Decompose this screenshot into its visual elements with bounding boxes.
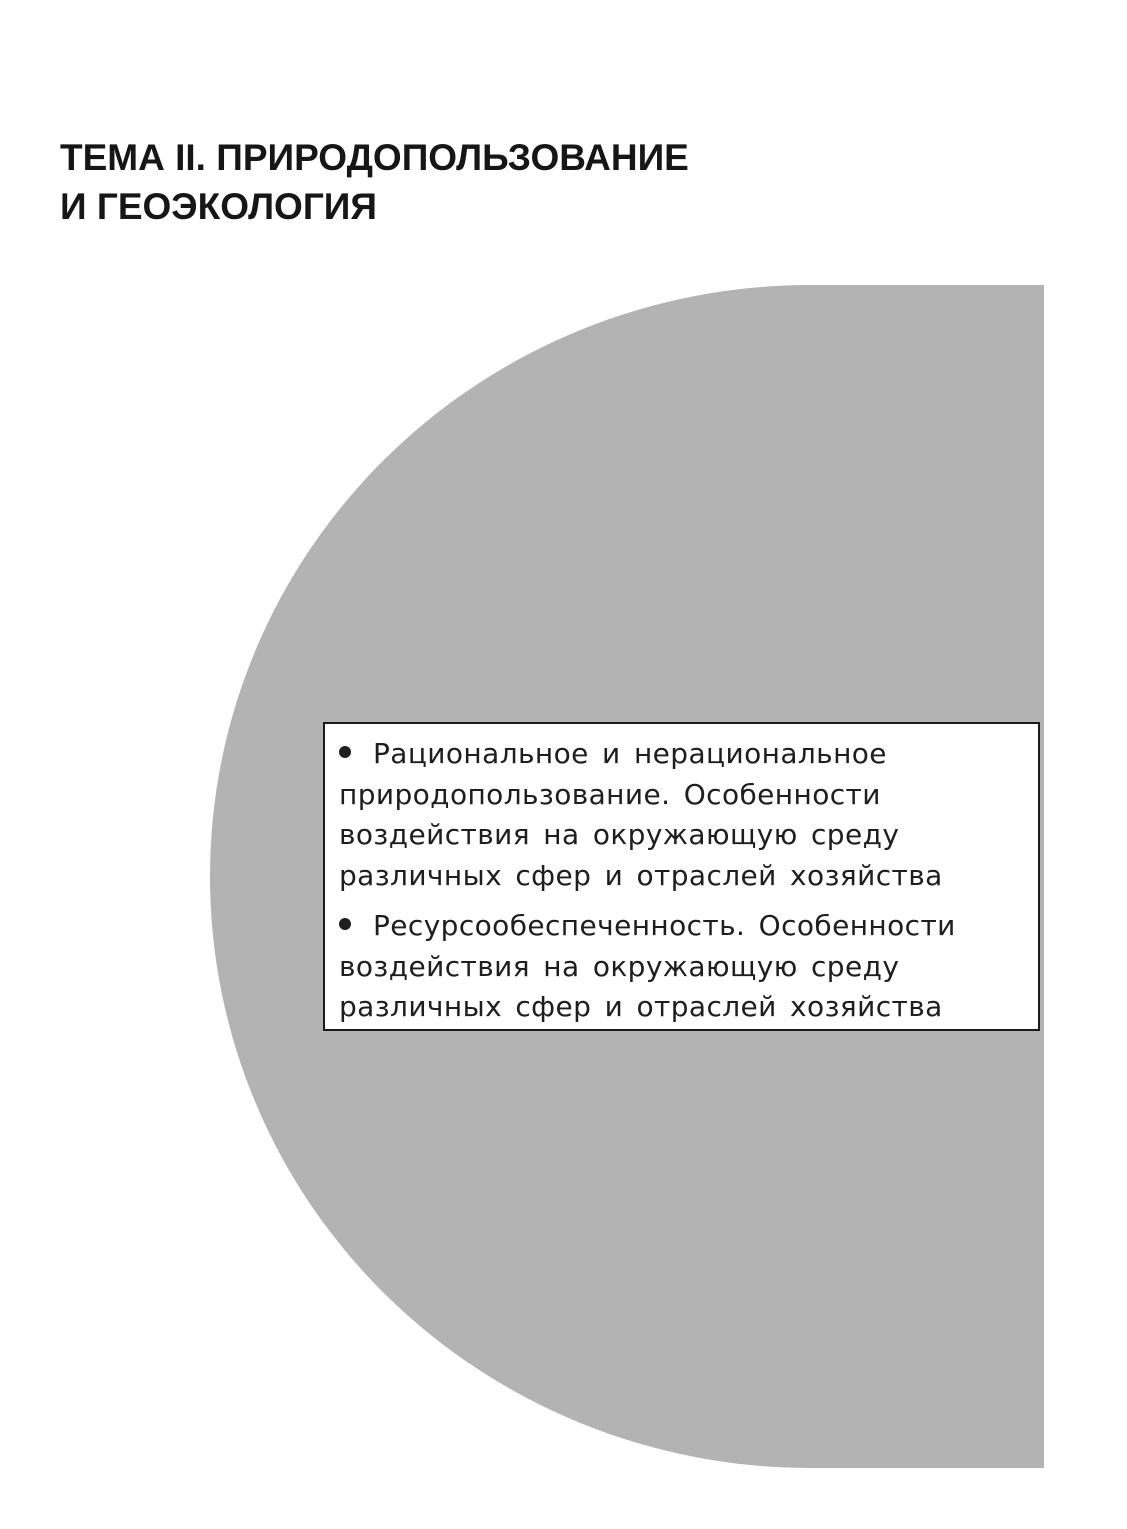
bullet-icon — [339, 746, 351, 758]
topic-list-box — [323, 722, 1040, 1031]
topic-1-line-4: различных сфер и отраслей хозяйства — [339, 858, 943, 892]
bullet-icon — [339, 918, 351, 930]
page-title — [60, 133, 689, 231]
topic-2-line-2: воздействия на окружающую среду — [339, 949, 900, 983]
topic-1-line-3: воздействия на окружающую среду — [339, 818, 900, 851]
page-title-line-2: И ГЕОЭКОЛОГИЯ — [60, 186, 377, 227]
topic-2-line-1: Ресурсообеспеченность. Особенности — [373, 909, 956, 942]
page-title-line-1: ТЕМА II. ПРИРОДОПОЛЬЗОВАНИЕ — [60, 137, 689, 178]
topic-item-1 — [339, 734, 1024, 896]
topic-1-line-1: Рациональное и нерациональное — [373, 737, 887, 770]
topic-1-line-2: природопользование. Особенности — [339, 777, 881, 811]
topic-item-2 — [339, 906, 1024, 1028]
topic-2-line-3: различных сфер и отраслей хозяйства — [339, 990, 943, 1023]
